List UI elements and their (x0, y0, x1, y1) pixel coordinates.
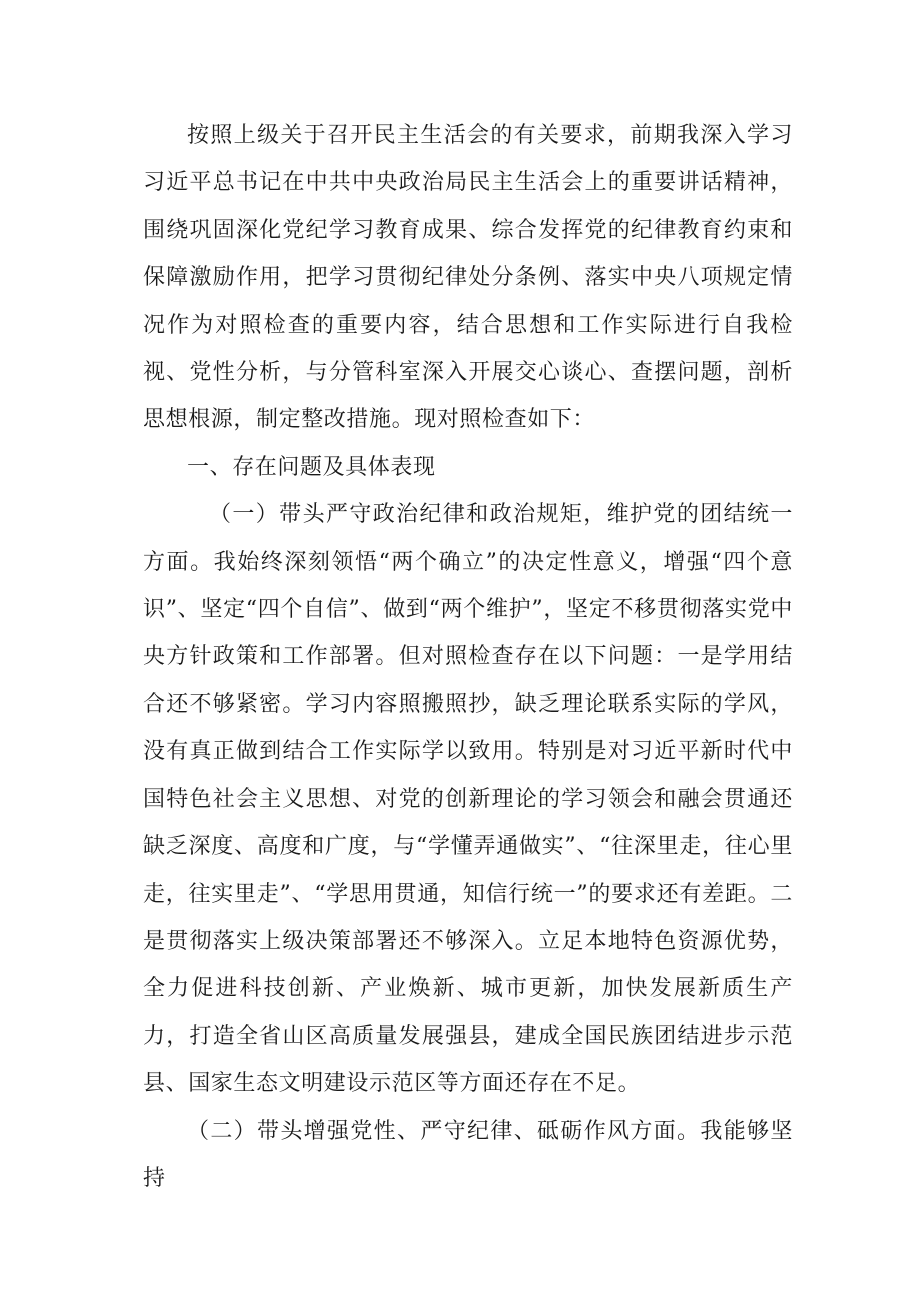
section-heading-problems: 一、存在问题及具体表现 (187, 454, 436, 480)
subsection-2-paragraph: （二）带头增强党性、严守纪律、砥砺作风方面。我能够坚持 (143, 1118, 793, 1191)
subsection-1-paragraph: （一）带头严守政治纪律和政治规矩，维护党的团结统一方面。我始终深刻领悟“两个确立”的决定性意义，增强“四个意识”、坚定“四个自信”、做到“两个维护”，坚定不移贯彻落实党中央方针政策和工作部署。但对照检查存在以下问题：一是学用结合还不够紧密。学习内容照搬照抄，缺乏理论联系实际的学风，没有真正做到结合工作实际学以致用。特别是对习近平新时代中国特色社会主义思想、对党的创新理论的学习领会和融会贯通还缺乏深度、高度和广度，与“学懂弄通做实”、“往深里走，往心里走，往实里走”、“学思用贯通，知信行统一”的要求还有差距。二是贯彻落实上级决策部署还不够深入。立足本地特色资源优势，全力促进科技创新、产业焕新、城市更新，加快发展新质生产力，打造全省山区高质量发展强县，建成全国民族团结进步示范县、国家生态文明建设示范区等方面还存在不足。 (143, 502, 793, 1097)
document-body (143, 112, 793, 1202)
intro-paragraph: 按照上级关于召开民主生活会的有关要求，前期我深入学习习近平总书记在中共中央政治局民主生活会上的重要讲话精神，围绕巩固深化党纪学习教育成果、综合发挥党的纪律教育约束和保障激励作用，把学习贯彻纪律处分条例、落实中央八项规定情况作为对照检查的重要内容，结合思想和工作实际进行自我检视、党性分析，与分管科室深入开展交心谈心、查摆问题，剖析思想根源，制定整改措施。现对照检查如下： (143, 123, 793, 433)
